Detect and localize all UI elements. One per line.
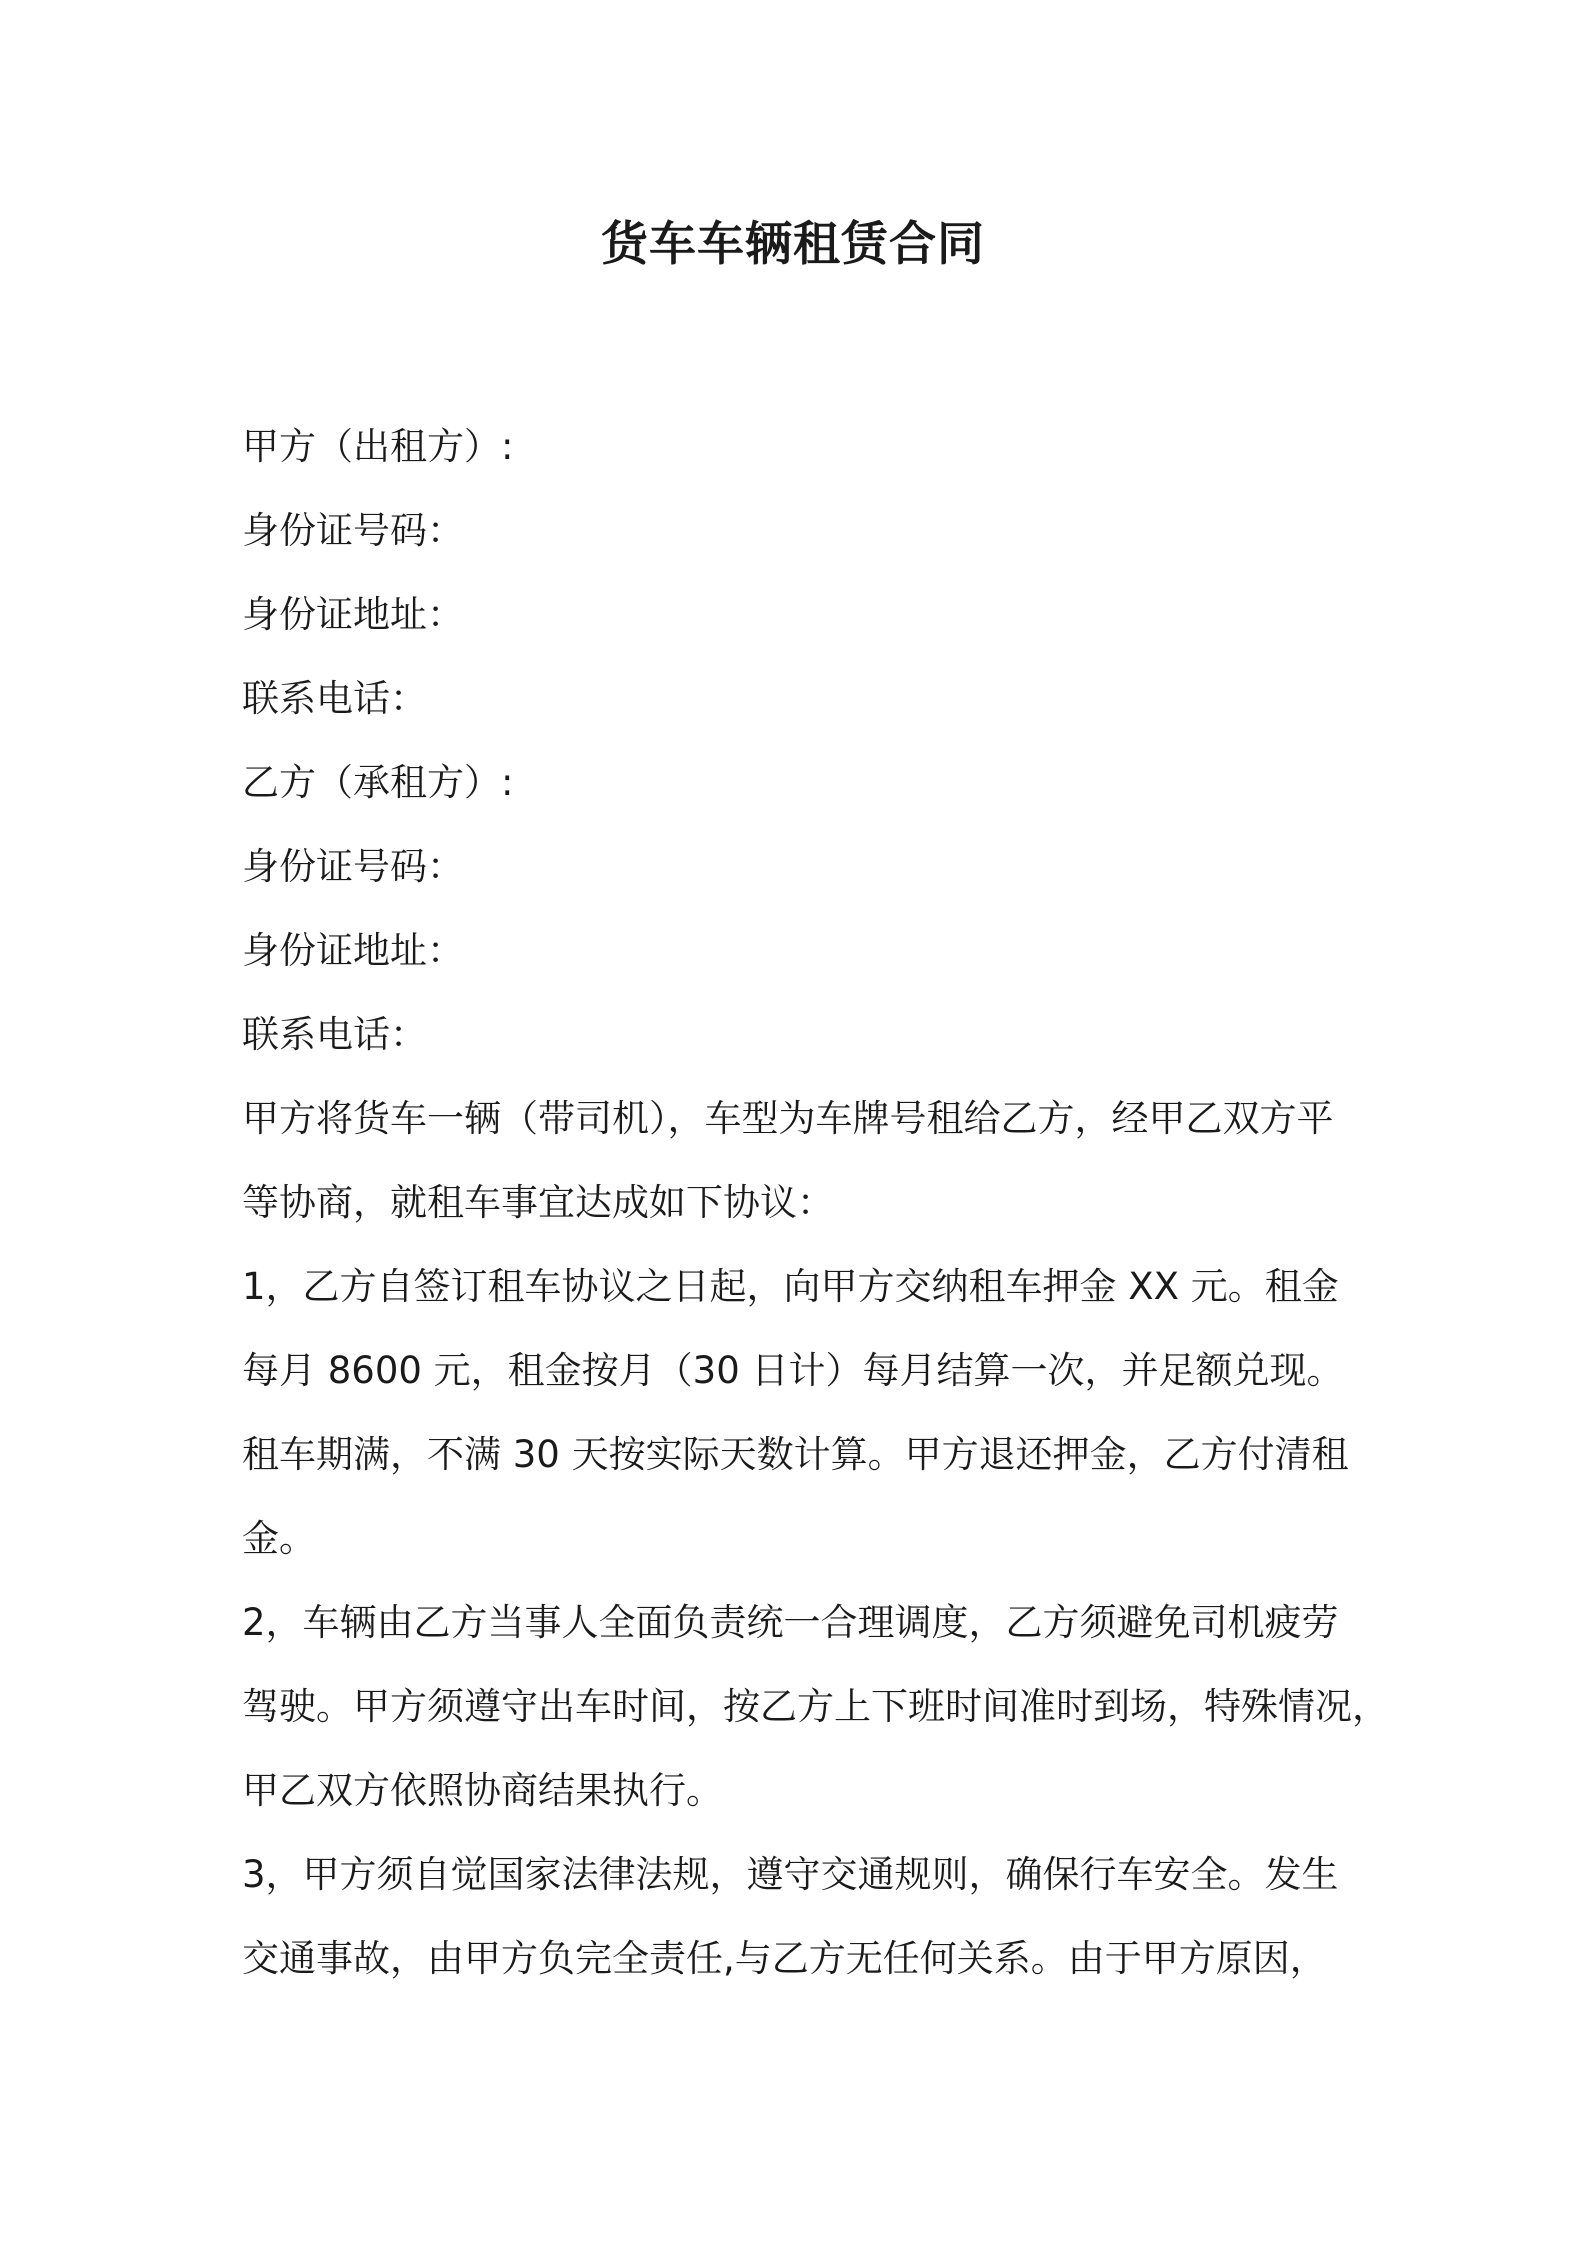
contract-body xyxy=(242,405,1389,2001)
party-b-label: 乙方（承租方）: xyxy=(242,761,514,804)
party-a-id-number: 身份证号码： xyxy=(242,509,464,552)
clause-2-line: 甲乙双方依照协商结果执行。 xyxy=(242,1769,723,1812)
clause-2-line: 2，车辆由乙方当事人全面负责统一合理调度，乙方须避免司机疲劳 xyxy=(242,1601,1339,1644)
party-a-phone: 联系电话： xyxy=(242,677,427,720)
intro-line: 等协商，就租车事宜达成如下协议： xyxy=(242,1181,834,1224)
clause-3-line: 交通事故，由甲方负完全责任,与乙方无任何关系。由于甲方原因， xyxy=(242,1937,1327,1980)
party-a-id-address: 身份证地址： xyxy=(242,593,464,636)
clause-3-line: 3，甲方须自觉国家法律法规，遵守交通规则，确保行车安全。发生 xyxy=(242,1853,1339,1896)
clause-1-line: 租车期满，不满 30 天按实际天数计算。甲方退还押金，乙方付清租 xyxy=(242,1433,1349,1476)
clause-1-line: 1，乙方自签订租车协议之日起，向甲方交纳租车押金 XX 元。租金 xyxy=(242,1265,1339,1308)
clause-2-line: 驾驶。甲方须遵守出车时间，按乙方上下班时间准时到场，特殊情况， xyxy=(242,1685,1389,1728)
clause-1-line: 金。 xyxy=(242,1517,316,1560)
clause-1-line: 每月 8600 元，租金按月（30 日计）每月结算一次，并足额兑现。 xyxy=(242,1349,1344,1392)
party-b-phone: 联系电话： xyxy=(242,1013,427,1056)
page-title: 货车车辆租赁合同 xyxy=(601,217,985,272)
intro-line: 甲方将货车一辆（带司机），车型为车牌号租给乙方，经甲乙双方平 xyxy=(242,1097,1334,1140)
party-b-id-address: 身份证地址： xyxy=(242,929,464,972)
party-b-id-number: 身份证号码： xyxy=(242,845,464,888)
party-a-label: 甲方（出租方）: xyxy=(242,425,514,468)
